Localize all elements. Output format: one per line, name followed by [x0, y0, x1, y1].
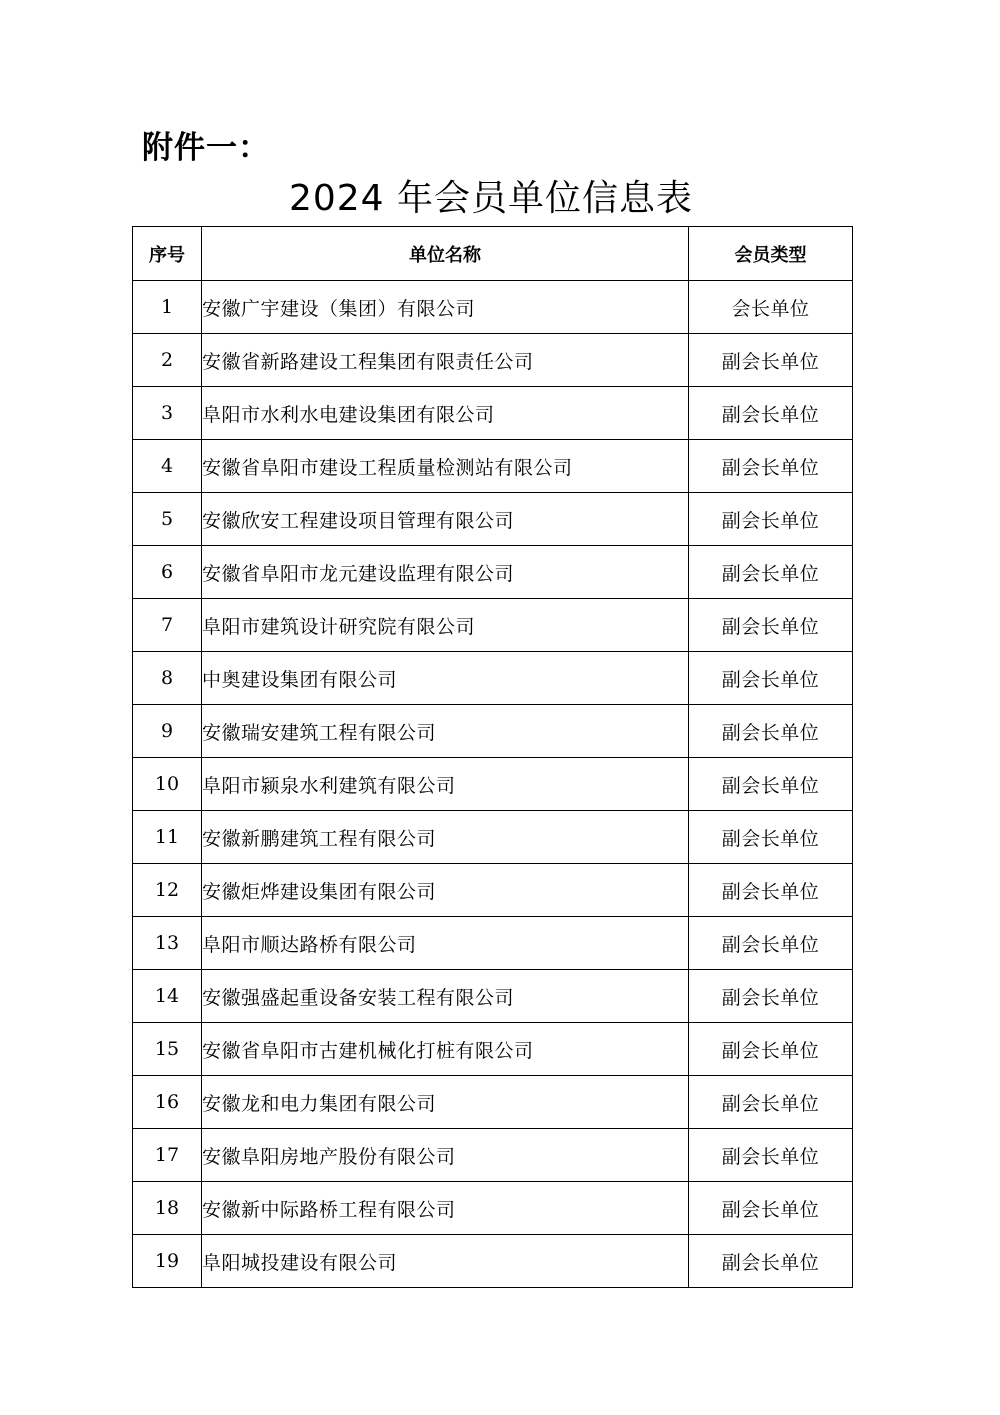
table-row — [133, 864, 853, 917]
cell-member-type: 副会长单位 — [689, 1129, 853, 1182]
table-row — [133, 970, 853, 1023]
table-row — [133, 493, 853, 546]
cell-unit-name: 安徽瑞安建筑工程有限公司 — [202, 705, 689, 758]
cell-member-type: 副会长单位 — [689, 493, 853, 546]
cell-member-type: 副会长单位 — [689, 440, 853, 493]
cell-unit-name: 安徽省阜阳市建设工程质量检测站有限公司 — [202, 440, 689, 493]
cell-unit-name: 安徽新中际路桥工程有限公司 — [202, 1182, 689, 1235]
cell-member-type: 副会长单位 — [689, 1023, 853, 1076]
cell-seq: 12 — [133, 864, 202, 917]
cell-member-type: 副会长单位 — [689, 334, 853, 387]
cell-unit-name: 安徽省新路建设工程集团有限责任公司 — [202, 334, 689, 387]
cell-seq: 19 — [133, 1235, 202, 1288]
cell-seq: 14 — [133, 970, 202, 1023]
cell-unit-name: 安徽欣安工程建设项目管理有限公司 — [202, 493, 689, 546]
cell-member-type: 副会长单位 — [689, 758, 853, 811]
cell-seq: 6 — [133, 546, 202, 599]
cell-unit-name: 阜阳市顺达路桥有限公司 — [202, 917, 689, 970]
table-row — [133, 1076, 853, 1129]
cell-seq: 15 — [133, 1023, 202, 1076]
cell-unit-name: 中奥建设集团有限公司 — [202, 652, 689, 705]
cell-member-type: 副会长单位 — [689, 1182, 853, 1235]
document-title: 2024 年会员单位信息表 — [288, 178, 694, 219]
cell-seq: 7 — [133, 599, 202, 652]
cell-seq: 8 — [133, 652, 202, 705]
cell-unit-name: 安徽广宇建设（集团）有限公司 — [202, 281, 689, 334]
cell-seq: 9 — [133, 705, 202, 758]
table-row — [133, 546, 853, 599]
table-row — [133, 652, 853, 705]
cell-seq: 3 — [133, 387, 202, 440]
cell-seq: 13 — [133, 917, 202, 970]
cell-member-type: 副会长单位 — [689, 917, 853, 970]
column-header-seq: 序号 — [133, 227, 202, 281]
table-row — [133, 917, 853, 970]
column-header-member-type: 会员类型 — [689, 227, 853, 281]
table-row — [133, 440, 853, 493]
cell-unit-name: 安徽龙和电力集团有限公司 — [202, 1076, 689, 1129]
cell-member-type: 会长单位 — [689, 281, 853, 334]
cell-seq: 5 — [133, 493, 202, 546]
table-row — [133, 281, 853, 334]
table-row — [133, 811, 853, 864]
cell-member-type: 副会长单位 — [689, 387, 853, 440]
table-row — [133, 1023, 853, 1076]
cell-seq: 11 — [133, 811, 202, 864]
cell-seq: 2 — [133, 334, 202, 387]
cell-member-type: 副会长单位 — [689, 546, 853, 599]
cell-unit-name: 安徽省阜阳市龙元建设监理有限公司 — [202, 546, 689, 599]
member-units-table — [132, 226, 853, 1288]
cell-unit-name: 阜阳市颍泉水利建筑有限公司 — [202, 758, 689, 811]
cell-member-type: 副会长单位 — [689, 652, 853, 705]
cell-member-type: 副会长单位 — [689, 811, 853, 864]
cell-seq: 17 — [133, 1129, 202, 1182]
table-row — [133, 599, 853, 652]
table-row — [133, 334, 853, 387]
cell-seq: 10 — [133, 758, 202, 811]
table-row — [133, 387, 853, 440]
table-row — [133, 1182, 853, 1235]
table-row — [133, 705, 853, 758]
cell-member-type: 副会长单位 — [689, 705, 853, 758]
cell-seq: 16 — [133, 1076, 202, 1129]
table-row — [133, 1235, 853, 1288]
cell-unit-name: 阜阳市水利水电建设集团有限公司 — [202, 387, 689, 440]
cell-unit-name: 安徽阜阳房地产股份有限公司 — [202, 1129, 689, 1182]
cell-unit-name: 安徽新鹏建筑工程有限公司 — [202, 811, 689, 864]
attachment-label: 附件一： — [142, 130, 270, 166]
cell-member-type: 副会长单位 — [689, 599, 853, 652]
cell-unit-name: 安徽省阜阳市古建机械化打桩有限公司 — [202, 1023, 689, 1076]
cell-member-type: 副会长单位 — [689, 970, 853, 1023]
table-row — [133, 758, 853, 811]
cell-seq: 18 — [133, 1182, 202, 1235]
cell-unit-name: 安徽炬烨建设集团有限公司 — [202, 864, 689, 917]
cell-unit-name: 阜阳市建筑设计研究院有限公司 — [202, 599, 689, 652]
table-header-row — [133, 227, 853, 281]
cell-member-type: 副会长单位 — [689, 1235, 853, 1288]
cell-seq: 4 — [133, 440, 202, 493]
column-header-unit-name: 单位名称 — [202, 227, 689, 281]
cell-member-type: 副会长单位 — [689, 1076, 853, 1129]
cell-unit-name: 安徽强盛起重设备安装工程有限公司 — [202, 970, 689, 1023]
cell-unit-name: 阜阳城投建设有限公司 — [202, 1235, 689, 1288]
cell-member-type: 副会长单位 — [689, 864, 853, 917]
table-row — [133, 1129, 853, 1182]
cell-seq: 1 — [133, 281, 202, 334]
